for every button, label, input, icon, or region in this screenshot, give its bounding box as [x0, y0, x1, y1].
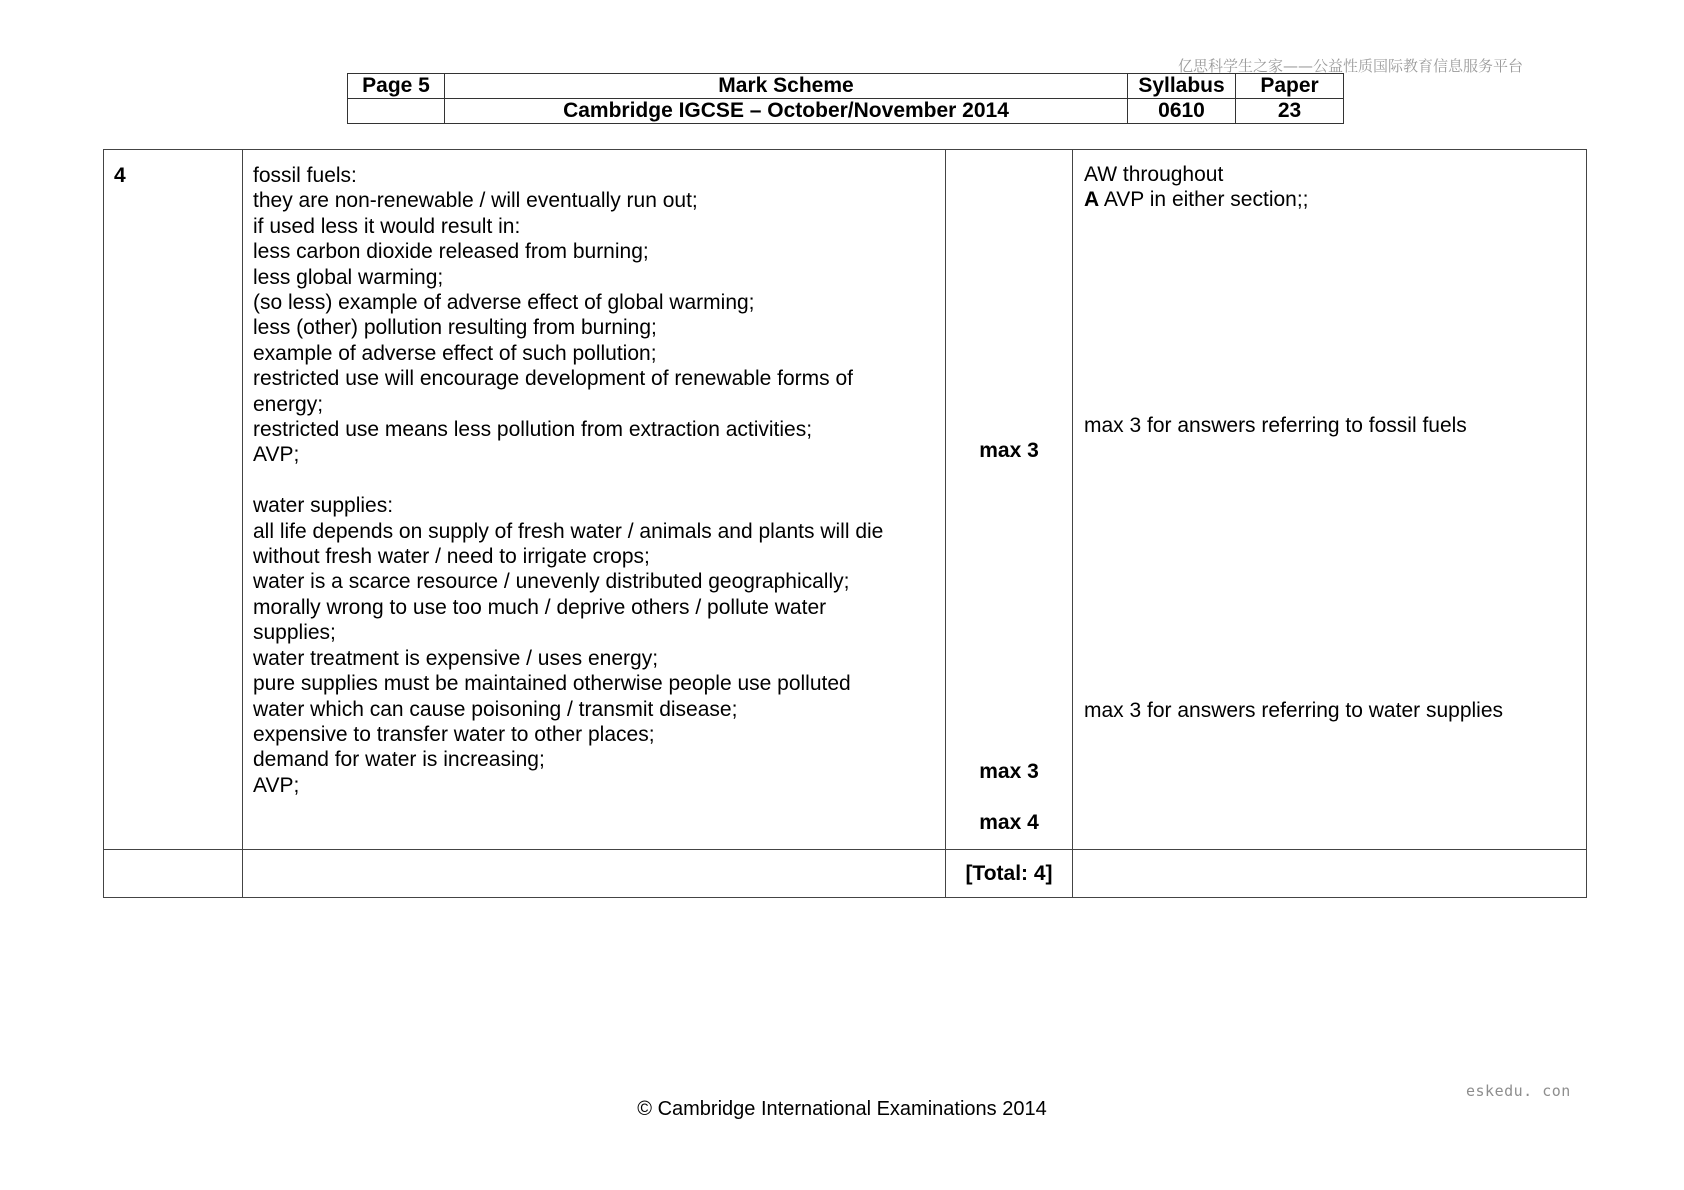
answer-line: supplies; — [253, 621, 336, 645]
guidance-water-note: max 3 for answers referring to water supplies — [1084, 699, 1504, 722]
question-number: 4 — [104, 150, 243, 850]
marks-water: max 3 — [979, 760, 1039, 783]
total-marks: [Total: 4] — [946, 850, 1073, 898]
watermark-bottom: eskedu. con — [1466, 1082, 1571, 1100]
answer-line: fossil fuels: — [253, 164, 357, 187]
watermark-top: 亿思科学生之家——公益性质国际教育信息服务平台 — [1178, 57, 1524, 75]
answer-line: energy; — [253, 392, 324, 416]
answer-line: water is a scarce resource / unevenly distributed geographically; — [253, 570, 850, 594]
syllabus-label: Syllabus — [1128, 74, 1236, 99]
mark-scheme-table — [103, 149, 1587, 898]
answer-line: without fresh water / need to irrigate crops; — [253, 545, 650, 569]
paper-number: 23 — [1236, 99, 1344, 124]
answer-line: water which can cause poisoning / transmit disease; — [253, 697, 738, 721]
answer-line: AVP; — [253, 773, 300, 797]
copyright-footer: © Cambridge International Examinations 2014 — [637, 1098, 1047, 1120]
empty-cell — [243, 850, 946, 898]
answer-line: morally wrong to use too much / deprive others / pollute water — [253, 595, 827, 619]
header-table — [347, 73, 1344, 124]
answer-line: less global warming; — [253, 265, 444, 289]
answer-line: water treatment is expensive / uses energy; — [253, 646, 659, 670]
empty-cell — [104, 850, 243, 898]
guidance-fossil-note: max 3 for answers referring to fossil fuels — [1084, 414, 1467, 437]
guidance-cell — [1073, 150, 1587, 850]
empty-cell — [1073, 850, 1587, 898]
answer-line: demand for water is increasing; — [253, 748, 545, 772]
answer-line: pure supplies must be maintained otherwise people use polluted — [253, 672, 851, 696]
answer-line: water supplies: — [253, 494, 394, 518]
answer-line: less (other) pollution resulting from burning; — [253, 316, 657, 340]
blank-line — [253, 468, 935, 493]
doc-title: Mark Scheme — [445, 74, 1128, 99]
answer-line: expensive to transfer water to other places; — [253, 722, 655, 746]
marks-cell — [946, 150, 1073, 850]
answer-line: if used less it would result in: — [253, 214, 521, 238]
page-number: Page 5 — [348, 74, 445, 99]
answer-line: less carbon dioxide released from burning; — [253, 240, 649, 264]
answer-line: restricted use will encourage development of renewable forms of — [253, 367, 853, 391]
accept-marker: A — [1084, 188, 1100, 211]
answer-line: they are non-renewable / will eventually run out; — [253, 189, 698, 213]
guidance-accept — [1084, 188, 1309, 212]
answer-line: (so less) example of adverse effect of global warming; — [253, 291, 755, 315]
empty-cell — [348, 99, 445, 124]
accept-text: AVP in either section;; — [1099, 188, 1309, 211]
syllabus-code: 0610 — [1128, 99, 1236, 124]
answer-line: all life depends on supply of fresh water / animals and plants will die — [253, 519, 884, 543]
answer-line: example of adverse effect of such pollution; — [253, 341, 657, 365]
answer-cell — [243, 150, 946, 850]
marks-fossil: max 3 — [979, 439, 1039, 462]
guidance-aw: AW throughout — [1084, 163, 1224, 186]
paper-label: Paper — [1236, 74, 1344, 99]
answer-line: AVP; — [253, 443, 300, 467]
answer-line: restricted use means less pollution from extraction activities; — [253, 418, 813, 442]
doc-subtitle: Cambridge IGCSE – October/November 2014 — [445, 99, 1128, 124]
marks-overall: max 4 — [979, 811, 1039, 834]
